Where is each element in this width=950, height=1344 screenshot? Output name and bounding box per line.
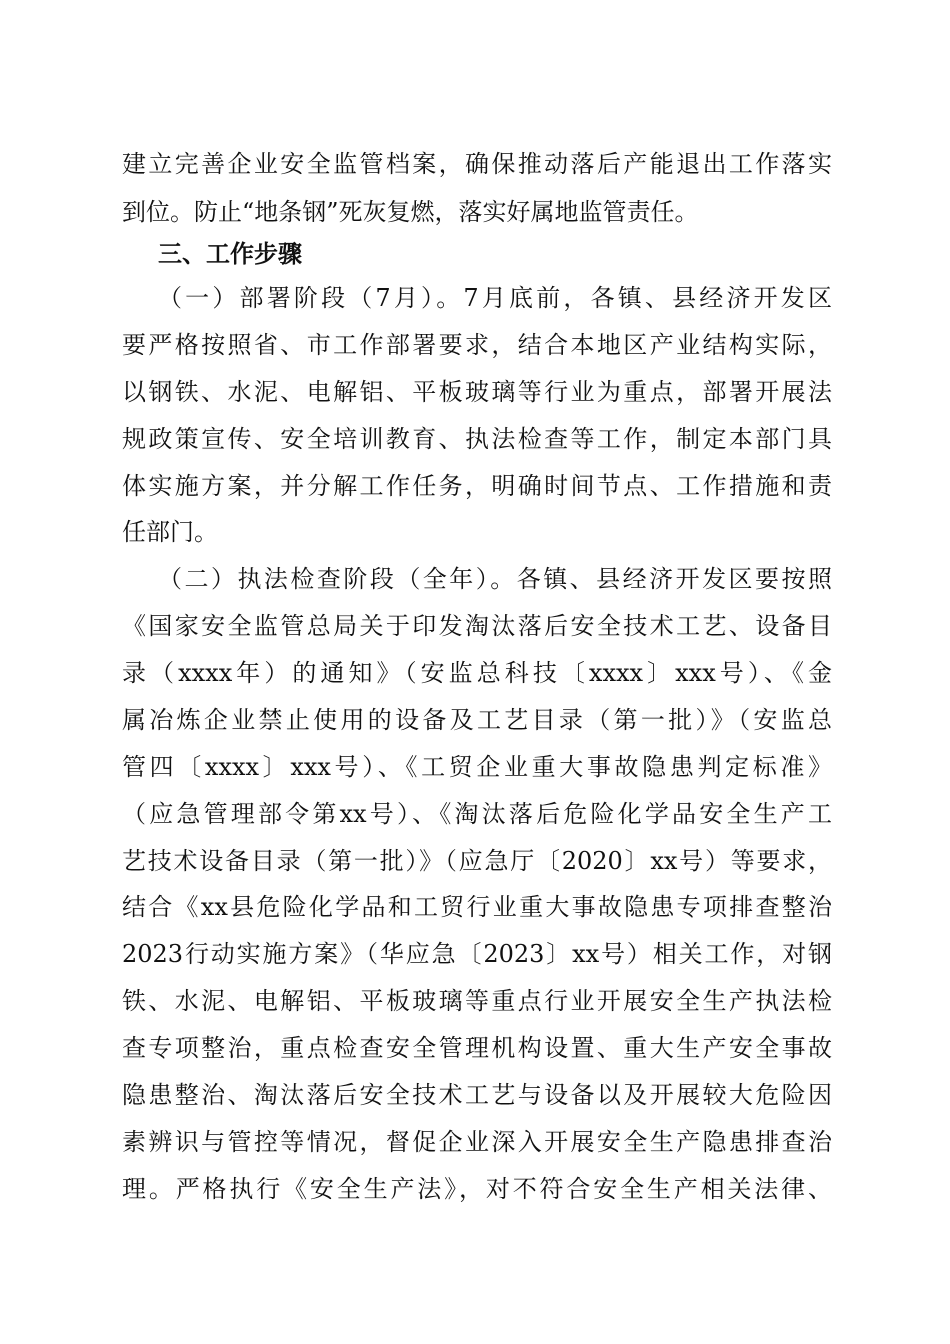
text-line: 建立完善企业安全监管档案，确保推动落后产能退出工作落实 xyxy=(122,150,832,178)
text-line: （应急管理部令第xx号）、《淘汰落后危险化学品安全生产工 xyxy=(122,800,832,828)
text-line: 要严格按照省、市工作部署要求，结合本地区产业结构实际， xyxy=(122,331,832,359)
subsection-heading-line: （二）执法检查阶段（全年）。各镇、县经济开发区要按照 xyxy=(158,565,832,593)
text-line: 艺技术设备目录（第一批）》（应急厅〔2020〕xx号）等要求， xyxy=(122,847,832,875)
text-line: 查专项整治，重点检查安全管理机构设置、重大生产安全事故 xyxy=(122,1034,832,1062)
text-line: 任部门。 xyxy=(122,518,218,546)
text-line: 到位。防止“地条钢”死灰复燃，落实好属地监管责任。 xyxy=(122,198,699,226)
text-line: 素辨识与管控等情况，督促企业深入开展安全生产隐患排查治 xyxy=(122,1128,832,1156)
text-line: 以钢铁、水泥、电解铝、平板玻璃等行业为重点，部署开展法 xyxy=(122,378,832,406)
text-line: 录（xxxx年）的通知》（安监总科技〔xxxx〕xxx号）、《金 xyxy=(122,659,832,687)
section-heading: 三、工作步骤 xyxy=(158,240,302,268)
text-line: 隐患整治、淘汰落后安全技术工艺与设备以及开展较大危险因 xyxy=(122,1081,832,1109)
text-line: 体实施方案，并分解工作任务，明确时间节点、工作措施和责 xyxy=(122,472,832,500)
subsection-heading-line: （一）部署阶段（7月）。7月底前，各镇、县经济开发区 xyxy=(158,284,832,312)
text-line: 2023行动实施方案》（华应急〔2023〕xx号）相关工作，对钢 xyxy=(122,940,832,968)
text-line: 铁、水泥、电解铝、平板玻璃等重点行业开展安全生产执法检 xyxy=(122,987,832,1015)
text-line: 理。严格执行《安全生产法》，对不符合安全生产相关法律、 xyxy=(122,1175,832,1203)
text-line: 规政策宣传、安全培训教育、执法检查等工作，制定本部门具 xyxy=(122,425,832,453)
text-line: 《国家安全监管总局关于印发淘汰落后安全技术工艺、设备目 xyxy=(122,612,832,640)
text-line: 属冶炼企业禁止使用的设备及工艺目录（第一批）》（安监总 xyxy=(122,706,832,734)
text-line: 结合《xx县危险化学品和工贸行业重大事故隐患专项排查整治 xyxy=(122,893,832,921)
text-line: 管四〔xxxx〕xxx号）、《工贸企业重大事故隐患判定标准》 xyxy=(122,753,832,781)
